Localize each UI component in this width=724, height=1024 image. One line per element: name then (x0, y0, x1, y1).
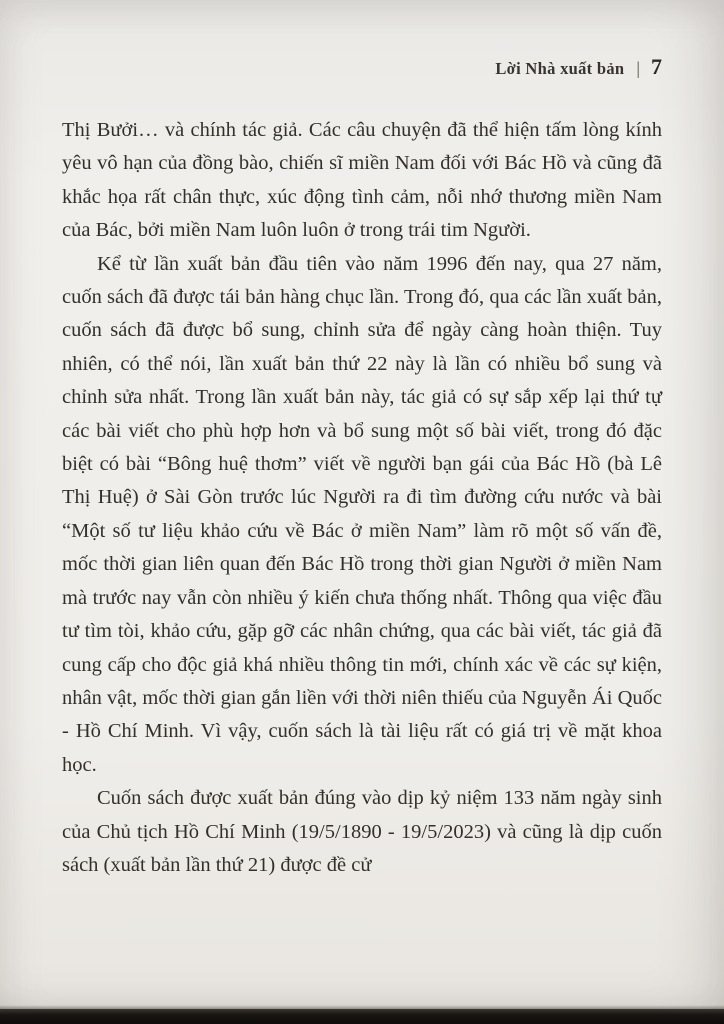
page-number: 7 (651, 54, 662, 79)
scan-edge-bottom (0, 1009, 724, 1024)
page-body (62, 114, 662, 882)
page-header (495, 54, 662, 80)
running-head-title: Lời Nhà xuất bản (495, 59, 625, 78)
header-separator: | (636, 58, 640, 78)
paragraph: Thị Bưởi… và chính tác giả. Các câu chuyện đã thể hiện tấm lòng kính yêu vô hạn của đồng bào, chiến sĩ miền Nam đối với Bác Hồ và cũng đã khắc họa rất chân thực, xúc động tình cảm, nỗi nhớ thương miền Nam của Bác, bởi miền Nam luôn luôn ở trong trái tim Người. (62, 119, 662, 242)
paragraph: Cuốn sách được xuất bản đúng vào dịp kỷ niệm 133 năm ngày sinh của Chủ tịch Hồ Chí Minh (19/5/1890 - 19/5/2023) và cũng là dịp cuốn sách (xuất bản lần thứ 21) được đề cử (62, 787, 662, 876)
paragraph: Kể từ lần xuất bản đầu tiên vào năm 1996 đến nay, qua 27 năm, cuốn sách đã được tái bản hàng chục lần. Trong đó, qua các lần xuất bản, cuốn sách đã được bổ sung, chỉnh sửa để ngày càng hoàn thiện. Tuy nhiên, có thể nói, lần xuất bản thứ 22 này là lần có nhiều bổ sung và chỉnh sửa nhất. Trong lần xuất bản này, tác giả có sự sắp xếp lại thứ tự các bài viết cho phù hợp hơn và bổ sung một số bài viết, trong đó đặc biệt có bài “Bông huệ thơm” viết về người bạn gái của Bác Hồ (bà Lê Thị Huệ) ở Sài Gòn trước lúc Người ra đi tìm đường cứu nước và bài “Một số tư liệu khảo cứu về Bác ở miền Nam” làm rõ một số vấn đề, mốc thời gian liên quan đến Bác Hồ trong thời gian Người ở miền Nam mà trước nay vẫn còn nhiều ý kiến chưa thống nhất. Thông qua việc đầu tư tìm tòi, khảo cứu, gặp gỡ các nhân chứng, qua các bài viết, tác giả đã cung cấp cho độc giả khá nhiều thông tin mới, chính xác về các sự kiện, nhân vật, mốc thời gian gắn liền với thời niên thiếu của Nguyễn Ái Quốc - Hồ Chí Minh. Vì vậy, cuốn sách là tài liệu rất có giá trị về mặt khoa học. (62, 252, 662, 776)
